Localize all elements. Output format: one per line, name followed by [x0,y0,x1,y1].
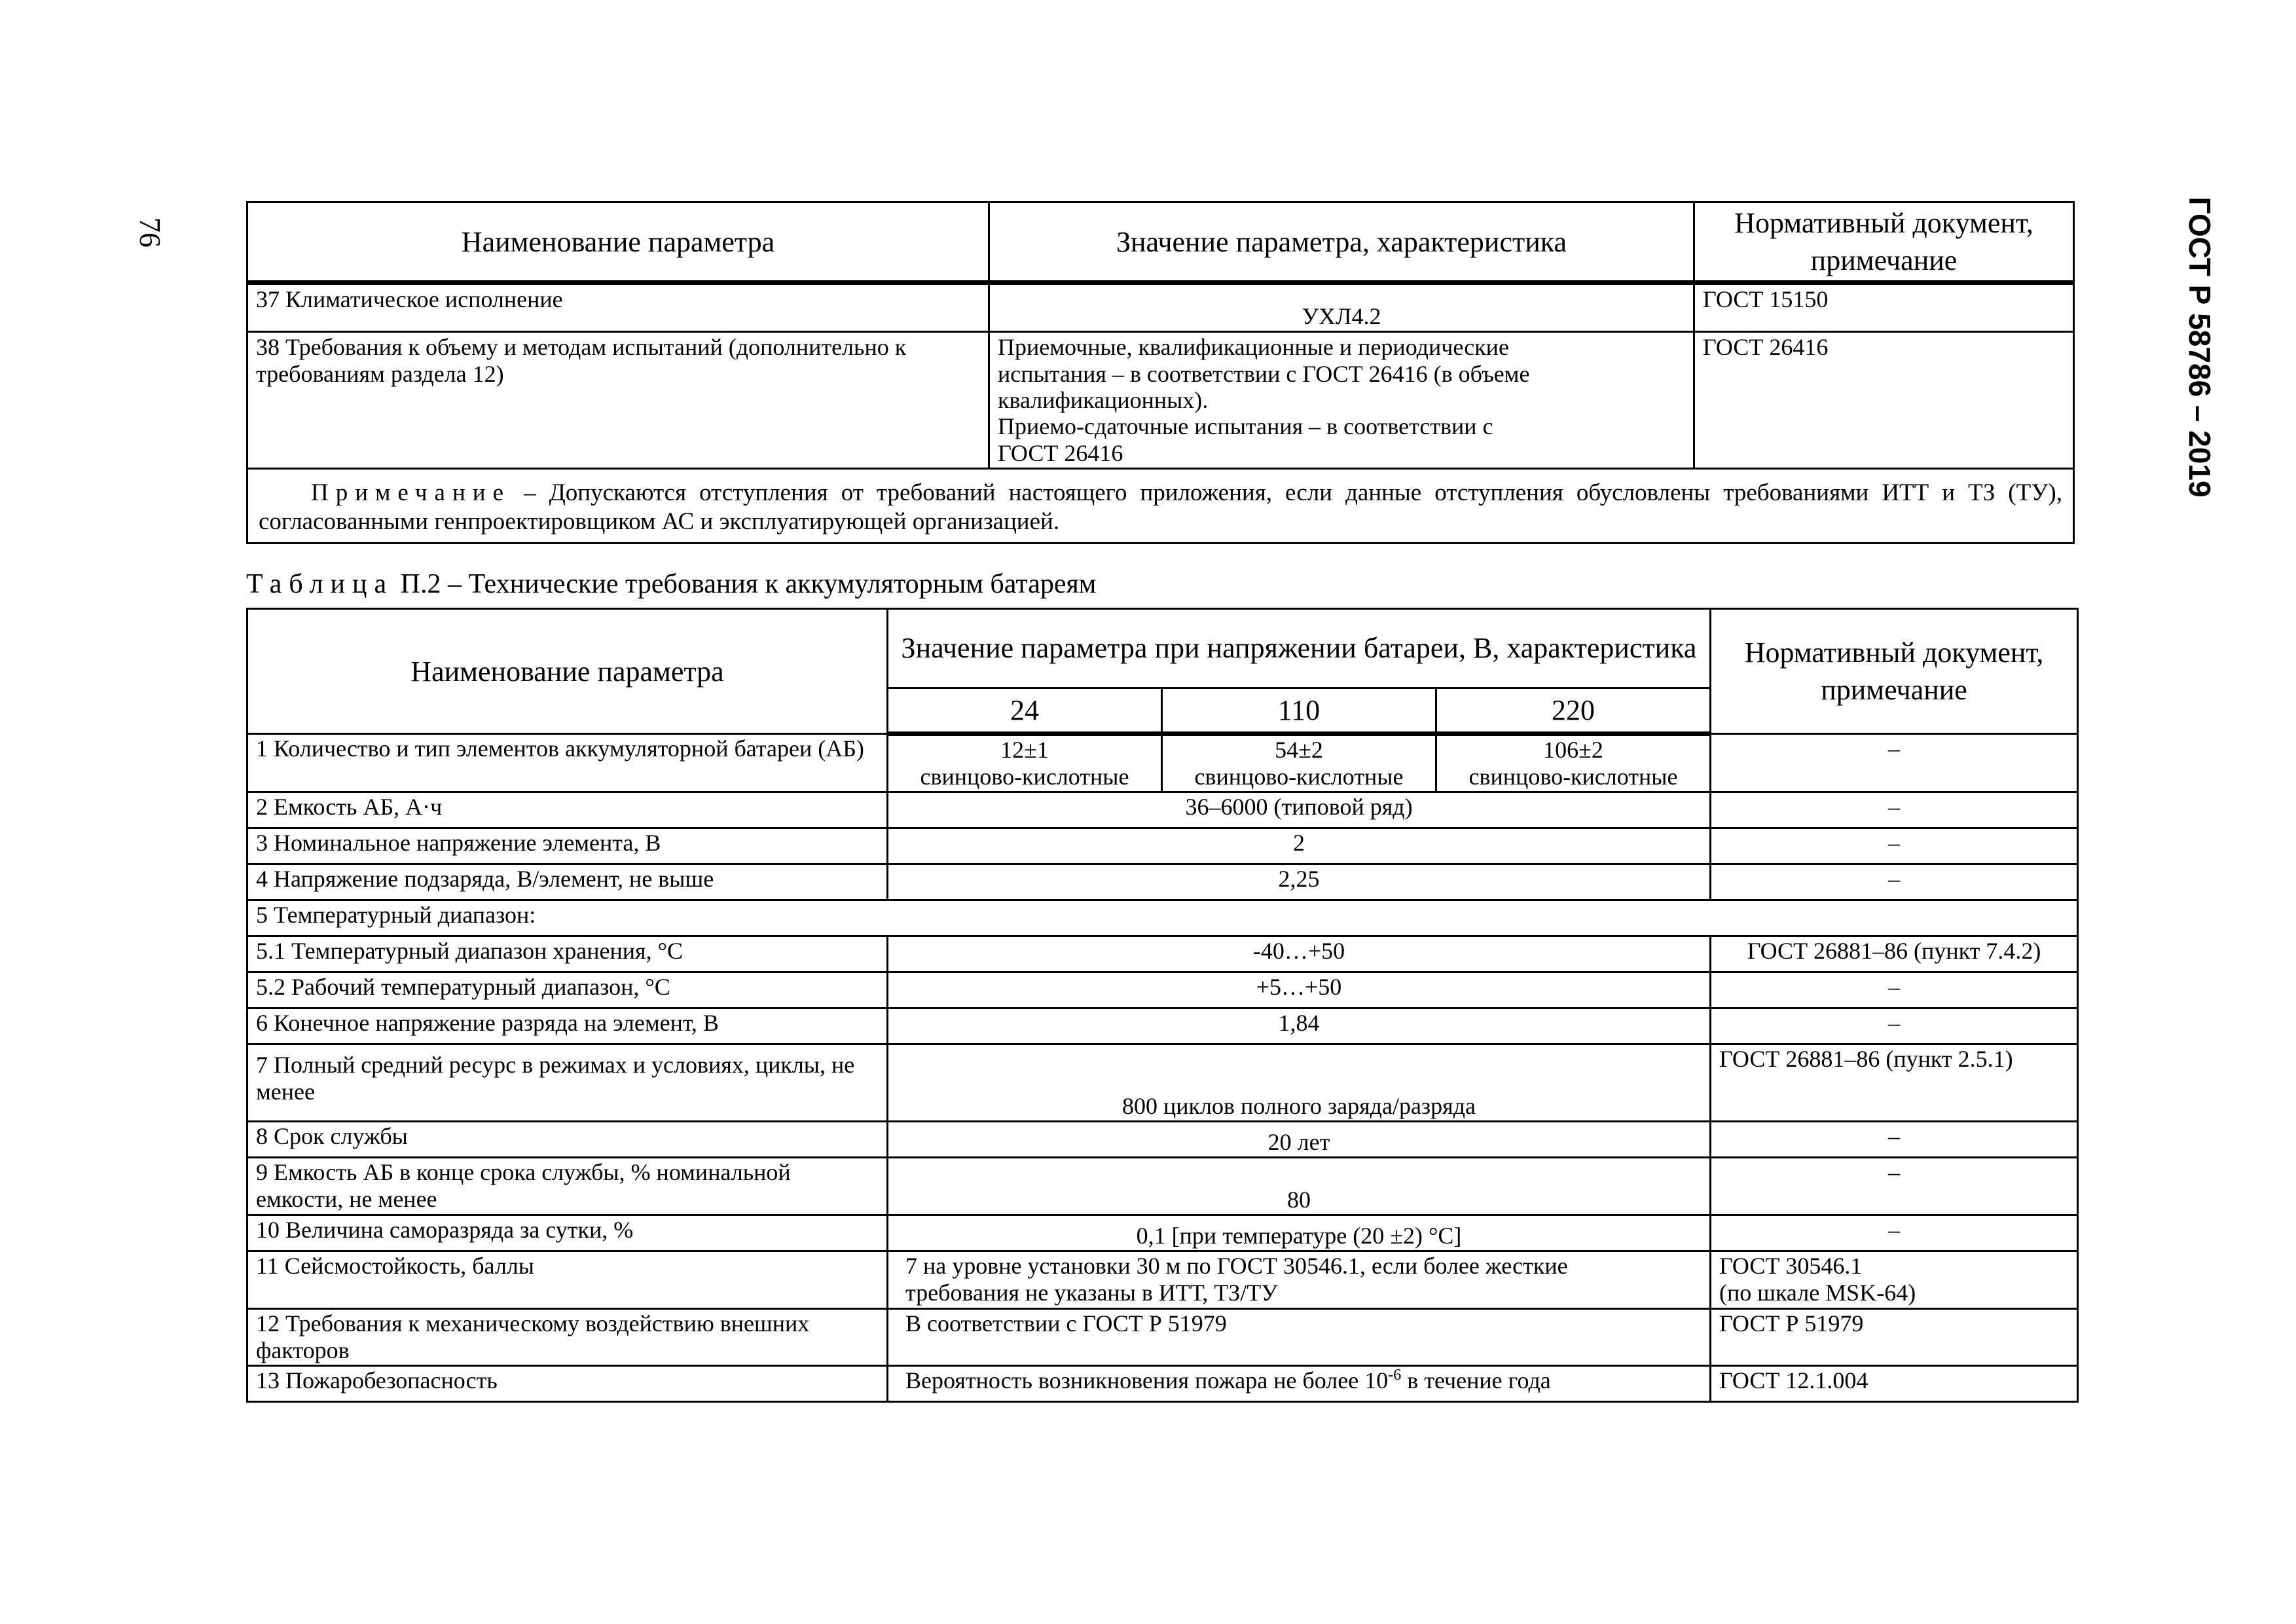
value-text: в течение года [1401,1367,1551,1394]
table-row [247,864,2078,900]
header-param: Наименование параметра [247,609,888,734]
value-cell-24 [888,734,1162,792]
param-cell: 5.2 Рабочий температурный диапазон, °С [247,972,888,1008]
value-cell: В соответствии с ГОСТ Р 51979 [888,1309,1711,1366]
value-cell: 7 на уровне установки 30 м по ГОСТ 30546.1, если более жесткие требования не указаны в ИТТ, ТЗ/ТУ [888,1251,1711,1309]
doc-cell: – [1711,1158,2078,1215]
table-row [247,936,2078,972]
table-row [247,900,2078,936]
header-doc: Нормативный документ, примечание [1711,609,2078,734]
table-row [247,1008,2078,1044]
header-value: Значение параметра, характеристика [989,202,1694,283]
param-cell: 6 Конечное напряжение разряда на элемент, В [247,1008,888,1044]
param-cell: 10 Величина саморазряда за сутки, % [247,1215,888,1251]
value-line: свинцово-кислотные [1194,764,1404,790]
param-cell: 9 Емкость АБ в конце срока службы, % номинальной емкости, не менее [247,1158,888,1215]
doc-cell [1711,1251,2078,1309]
value-line: свинцово-кислотные [920,764,1129,790]
table-row [247,734,2078,792]
doc-cell: – [1711,864,2078,900]
header-voltage-220: 220 [1436,688,1711,734]
table-row [247,828,2078,864]
value-cell-220 [1436,734,1711,792]
doc-cell: ГОСТ 26881–86 (пункт 2.5.1) [1711,1044,2078,1122]
value-cell: -40…+50 [888,936,1711,972]
table-row [247,972,2078,1008]
param-cell: 2 Емкость АБ, А·ч [247,792,888,828]
doc-cell: – [1711,1122,2078,1158]
value-cell: 1,84 [888,1008,1711,1044]
value-line: 54±2 [1275,737,1323,764]
doc-cell: – [1711,828,2078,864]
param-cell: 13 Пожаробезопасность [247,1366,888,1402]
value-line: испытания – в соответствии с ГОСТ 26416 (в объеме [998,360,1530,387]
table-row [247,1215,2078,1251]
table-caption [246,568,1096,600]
param-cell: 11 Сейсмостойкость, баллы [247,1251,888,1309]
table-row [247,283,2074,332]
battery-requirements-table [246,608,2079,1403]
value-cell [989,332,1694,469]
param-cell: 38 Требования к объему и методам испытаний (дополнительно к требованиям раздела 12) [247,332,989,469]
param-cell: 8 Срок службы [247,1122,888,1158]
value-line: квалификационных). [998,387,1209,413]
value-line: свинцово-кислотные [1468,764,1678,790]
value-cell: 2 [888,828,1711,864]
header-value: Значение параметра при напряжении батареи, В, характеристика [888,609,1711,688]
note-row [247,468,2074,543]
value-cell: +5…+50 [888,972,1711,1008]
standard-code: ГОСТ Р 58786 – 2019 [2183,196,2217,498]
table-row [247,1158,2078,1215]
param-cell: 7 Полный средний ресурс в режимах и условиях, циклы, не менее [247,1044,888,1122]
value-cell: 800 циклов полного заряда/разряда [888,1044,1711,1122]
value-line: ГОСТ 26416 [998,439,1123,466]
header-doc: Нормативный документ, примечание [1694,202,2074,283]
note-cell [247,468,2074,543]
header-voltage-110: 110 [1162,688,1436,734]
value-cell: 0,1 [при температуре (20 ±2) °С] [888,1215,1711,1251]
doc-cell: – [1711,792,2078,828]
doc-line: (по шкале MSK-64) [1719,1280,1916,1306]
table-row [247,792,2078,828]
param-cell: 4 Напряжение подзаряда, В/элемент, не выше [247,864,888,900]
table-row [247,1366,2078,1402]
param-cell: 37 Климатическое исполнение [247,283,989,332]
doc-line: ГОСТ 30546.1 [1719,1253,1863,1280]
doc-cell: ГОСТ 12.1.004 [1711,1366,2078,1402]
doc-cell: ГОСТ 15150 [1694,283,2074,332]
doc-cell: – [1711,972,2078,1008]
value-cell: 36–6000 (типовой ряд) [888,792,1711,828]
value-cell: 80 [888,1158,1711,1215]
table-row [247,1122,2078,1158]
param-cell: 1 Количество и тип элементов аккумуляторной батареи (АБ) [247,734,888,792]
table-row [247,1251,2078,1309]
caption-text: П.2 – Технические требования к аккумуляторным батареям [393,569,1097,599]
value-line: 12±1 [1000,737,1049,764]
param-cell: 12 Требования к механическому воздействию внешних факторов [247,1309,888,1366]
table-row [247,332,2074,469]
table-header-row [247,202,2074,283]
value-line: Приемочные, квалификационные и периодические [998,334,1509,361]
header-voltage-24: 24 [888,688,1162,734]
page-number: 76 [134,217,168,248]
value-line: 106±2 [1543,737,1603,764]
value-text: Вероятность возникновения пожара не более 10 [905,1367,1389,1394]
value-cell: 2,25 [888,864,1711,900]
doc-cell: ГОСТ 26416 [1694,332,2074,469]
note-text: – Допускаются отступления от требований настоящего приложения, если данные отступления обусловлены требованиями ИТТ и ТЗ (ТУ), согласованными генпроектировщиком АС и эксплуатирующей организацией. [259,479,2062,536]
doc-cell: – [1711,1008,2078,1044]
table-row [247,1309,2078,1366]
table-row [247,1044,2078,1122]
param-cell: 3 Номинальное напряжение элемента, В [247,828,888,864]
param-cell: 5 Температурный диапазон: [247,900,2078,936]
value-cell: 20 лет [888,1122,1711,1158]
header-param: Наименование параметра [247,202,989,283]
doc-cell: – [1711,734,2078,792]
doc-cell: ГОСТ Р 51979 [1711,1309,2078,1366]
value-cell-110 [1162,734,1436,792]
doc-cell: – [1711,1215,2078,1251]
requirements-table-continued [246,201,2075,544]
value-line: Приемо-сдаточные испытания – в соответствии с [998,413,1493,440]
param-cell: 5.1 Температурный диапазон хранения, °С [247,936,888,972]
caption-label: Таблица [246,569,394,599]
table-header-row [247,609,2078,688]
note-label: Примечание [311,479,511,506]
value-exponent: -6 [1388,1367,1402,1384]
value-cell: УХЛ4.2 [989,283,1694,332]
doc-cell: ГОСТ 26881–86 (пункт 7.4.2) [1711,936,2078,972]
value-cell [888,1366,1711,1402]
